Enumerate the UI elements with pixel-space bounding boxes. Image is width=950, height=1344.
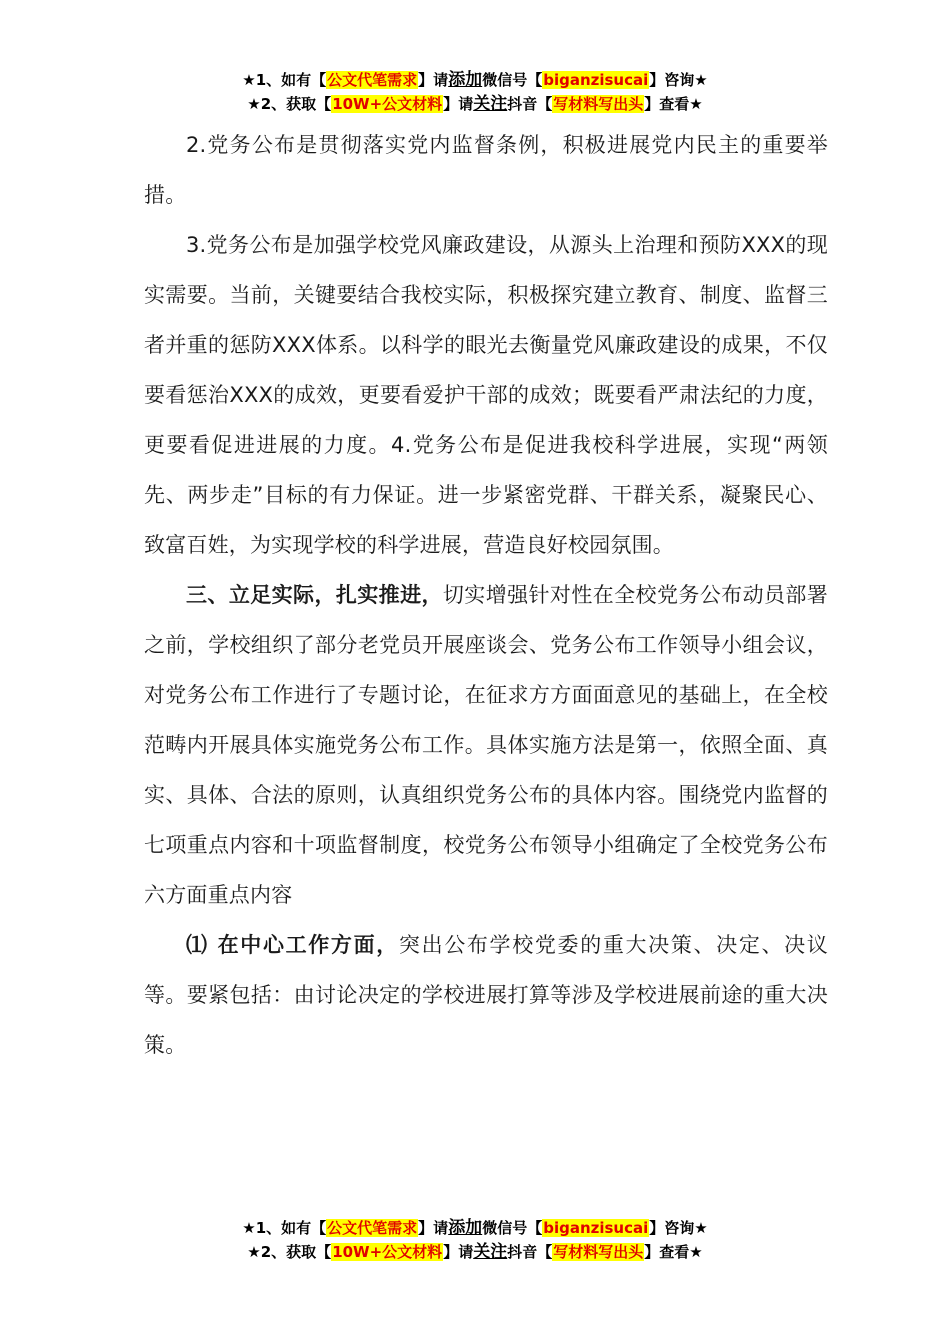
banner-text: 】请	[443, 95, 474, 113]
banner-line-1	[0, 68, 950, 92]
paragraph-3	[144, 570, 828, 920]
banner-text: ★1、如有【	[242, 71, 327, 89]
paragraph-text: 切实增强针对性在全校党务公布动员部署之前，学校组织了部分老党员开展座谈会、党务公布工作领导小组会议，对党务公布工作进行了专题讨论，在征求方方面面意见的基础上，在全校范畴内开展具体实施党务公布工作。具体实施方法是第一，依照全面、真实、具体、合法的原则，认真组织党务公布的具体内容。围绕党内监督的七项重点内容和十项监督制度，校党务公布领导小组确定了全校党务公布六方面重点内容	[144, 583, 828, 907]
banner-line-2	[0, 1240, 950, 1264]
banner-highlight: 10W+公文材料	[332, 1243, 443, 1261]
banner-text: 】查看★	[644, 95, 703, 113]
header-banner	[0, 68, 950, 116]
banner-highlight: 写材料写出头	[553, 95, 644, 113]
paragraph-1: 2.党务公布是贯彻落实党内监督条例，积极进展党内民主的重要举措。	[144, 133, 828, 207]
banner-text: 】咨询★	[649, 71, 708, 89]
banner-highlight: 公文代笔需求	[327, 1219, 418, 1237]
banner-text: 抖音【	[507, 95, 553, 113]
paragraph-text: 突出公布学校党委的重大决策、决定、决议等。要紧包括：由讨论决定的学校进展打算等涉及学校进展前途的重大决策。	[144, 933, 828, 1057]
banner-highlight: 写材料写出头	[553, 1243, 644, 1261]
banner-text: 】请	[443, 1243, 474, 1261]
banner-underline: 添加	[448, 70, 483, 90]
banner-text: 】查看★	[644, 1243, 703, 1261]
banner-line-2	[0, 92, 950, 116]
banner-text: 微信号【	[482, 71, 543, 89]
banner-text: 微信号【	[482, 1219, 543, 1237]
banner-underline: 关注	[473, 94, 508, 114]
banner-underline: 添加	[448, 1218, 483, 1238]
banner-underline: 关注	[473, 1242, 508, 1262]
banner-line-1	[0, 1216, 950, 1240]
banner-highlight: 公文代笔需求	[327, 71, 418, 89]
banner-highlight: biganzisucai	[543, 71, 649, 89]
banner-highlight: 10W+公文材料	[332, 95, 443, 113]
subsection-heading: ⑴ 在中心工作方面，	[186, 933, 399, 957]
document-body	[144, 120, 828, 1070]
paragraph-2: 3.党务公布是加强学校党风廉政建设，从源头上治理和预防XXX的现实需要。当前，关键要结合我校实际，积极探究建立教育、制度、监督三者并重的惩防XXX体系。以科学的眼光去衡量党风廉政建设的成果，不仅要看惩治XXX的成效，更要看爱护干部的成效；既要看严肃法纪的力度，更要看促进进展的力度。4.党务公布是促进我校科学进展，实现“两领先、两步走”目标的有力保证。进一步紧密党群、干群关系，凝聚民心、致富百姓，为实现学校的科学进展，营造良好校园氛围。	[144, 233, 828, 557]
banner-text: 】请	[418, 71, 449, 89]
banner-text: 】咨询★	[649, 1219, 708, 1237]
banner-text: 】请	[418, 1219, 449, 1237]
section-heading: 三、立足实际，扎实推进，	[186, 583, 443, 607]
banner-text: 抖音【	[507, 1243, 553, 1261]
banner-highlight: biganzisucai	[543, 1219, 649, 1237]
banner-text: ★2、获取【	[247, 95, 332, 113]
banner-text: ★1、如有【	[242, 1219, 327, 1237]
paragraph-4	[144, 920, 828, 1070]
footer-banner	[0, 1216, 950, 1264]
banner-text: ★2、获取【	[247, 1243, 332, 1261]
